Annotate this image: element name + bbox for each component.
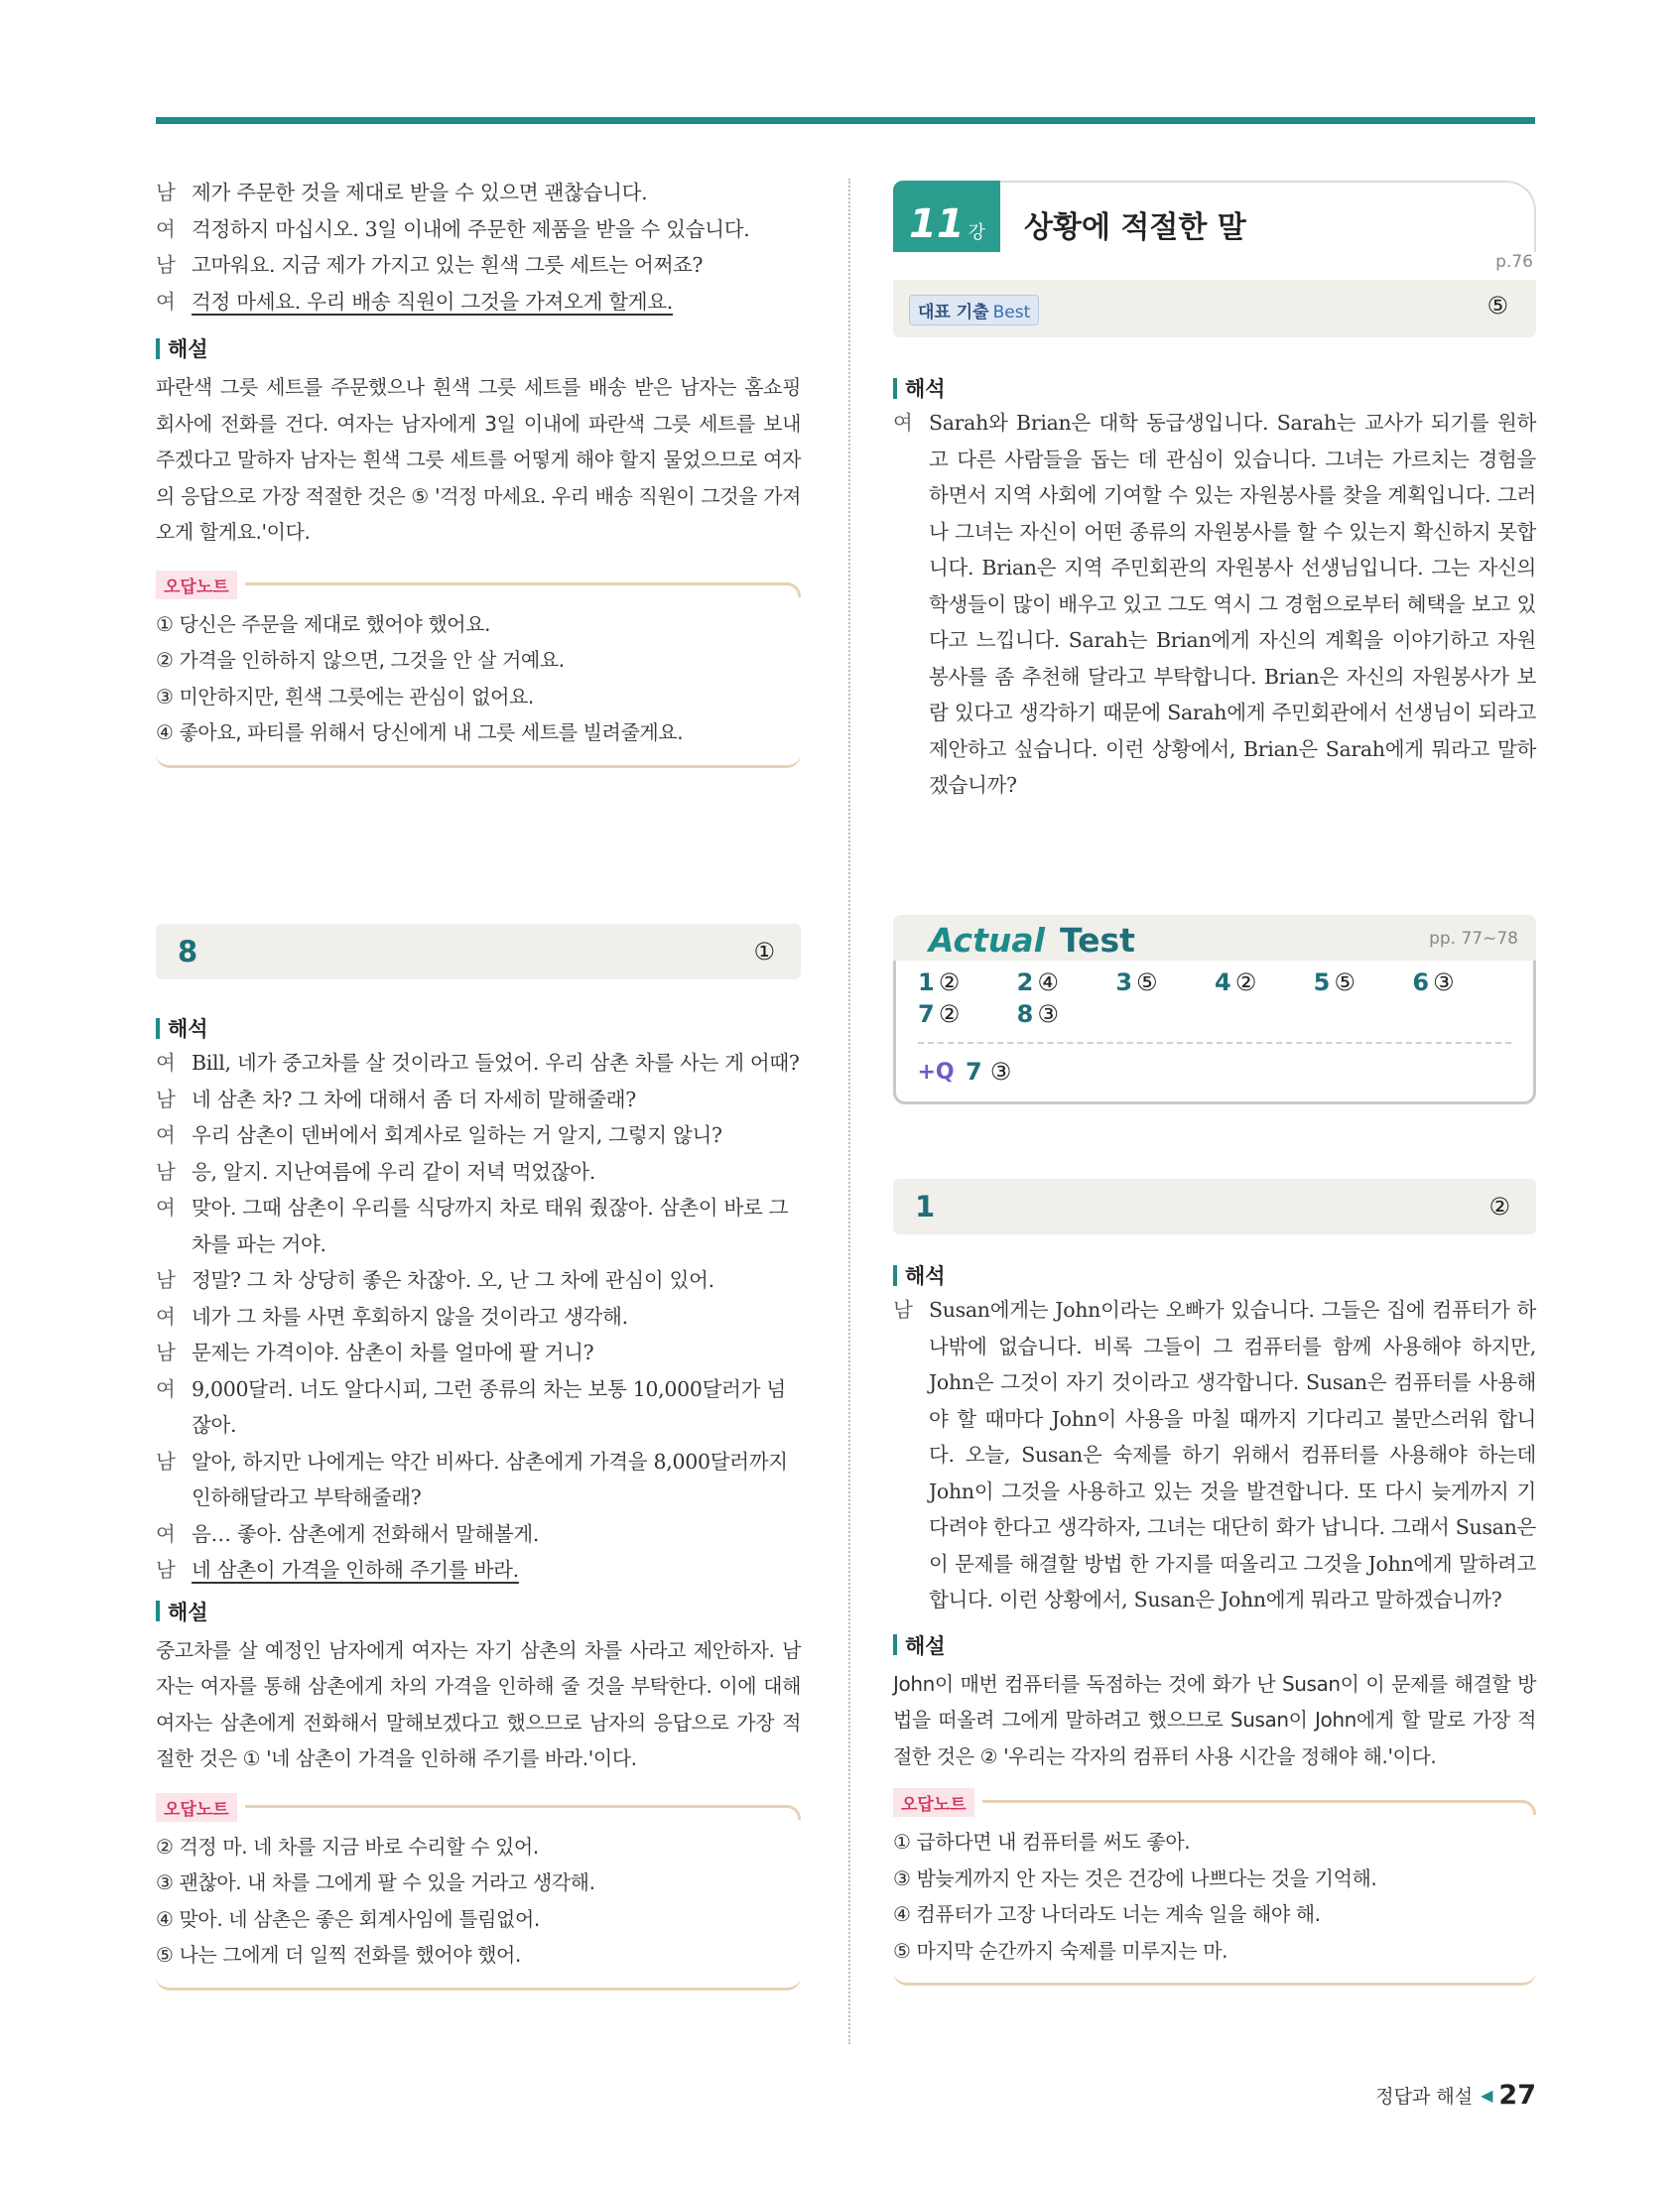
speaker-label: 여 bbox=[156, 1521, 176, 1546]
speaker-label: 여 bbox=[156, 1196, 176, 1220]
answer-cell: 5 ⑤ bbox=[1313, 968, 1356, 996]
note-tag: 오답노트 bbox=[156, 571, 237, 599]
speaker-label: 남 bbox=[156, 1449, 176, 1474]
explanation-text: 중고차를 살 예정인 남자에게 여자는 자기 삼촌의 차를 사라고 제안하자. 남자는 여자를 통해 삼촌에게 차의 가격을 인하해 줄 것을 부탁한다. 이에 대해 여자는 삼촌에게 전화해서 말해보겠다고 했으므로 남자의 응답으로 가장 적절한 것은 ① '네 삼촌이 가격을 인하해 주기를 바라.'이다. bbox=[156, 1637, 801, 1770]
note-item: ① 당신은 주문을 제대로 했어야 했어요. bbox=[156, 611, 491, 636]
speaker-label: 여 bbox=[156, 1051, 176, 1075]
dialog-text: Bill, 네가 중고차를 살 것이라고 들었어. 우리 삼촌 차를 사는 게 어때? bbox=[192, 1051, 800, 1075]
answer-sentence: 걱정 마세요. 우리 배송 직원이 그것을 가져오게 할게요. bbox=[192, 289, 674, 314]
translation-text: Sarah와 Brian은 대학 동급생입니다. Sarah는 교사가 되기를 원하고 다른 사람들을 돕는 데 관심이 있습니다. 그녀는 가르치는 경험을 하면서 지역 사회에 기여할 수 있는 자원봉사를 찾을 계획입니다. 그러나 그녀는 자신이 어떤 종류의 자원봉사를 할 수 있는지 확신하지 못합니다. Brian은 지역 주민회관의 자원봉사 선생님입니다. 그는 자신의 학생들이 많이 배우고 있고 그도 역시 그 경험으로부터 혜택을 보고 있다고 느낍니다. Sarah는 Brian에게 자신의 계획을 이야기하고 자원봉사를 좀 추천해 달라고 부탁합니다. Brian은 자신의 자원봉사가 보람 있다고 생각하기 때문에 Sarah에게 주민회관에서 선생님이 되라고 제안하고 싶습니다. 이런 상황에서, Brian은 Sarah에게 뭐라고 말하겠습니까? bbox=[929, 411, 1536, 797]
best-question-header bbox=[893, 280, 1536, 337]
column-divider bbox=[848, 179, 850, 2044]
dialog-line bbox=[156, 211, 801, 248]
actual-test-title-2: Test bbox=[1060, 921, 1135, 960]
speaker-label: 남 bbox=[156, 1159, 176, 1184]
note-item: ⑤ 나는 그에게 더 일찍 전화를 했어야 했어. bbox=[156, 1943, 521, 1967]
dialog-text: 정말? 그 차 상당히 좋은 차잖아. 오, 난 그 차에 관심이 있어. bbox=[192, 1268, 714, 1292]
dialog-line bbox=[156, 1371, 801, 1444]
plus-q-icon: +Q bbox=[917, 1059, 955, 1085]
speaker-label: 여 bbox=[156, 1123, 176, 1147]
question-8 bbox=[156, 924, 801, 1991]
speaker-label: 여 bbox=[156, 1376, 176, 1401]
note-item: ① 급하다면 내 컴퓨터를 써도 좋아. bbox=[893, 1830, 1191, 1854]
answer-cell: 7 ② bbox=[918, 1000, 961, 1028]
translation-heading: 해석 bbox=[156, 1013, 801, 1043]
dialog-text: 9,000달러. 너도 알다시피, 그런 종류의 차는 보통 10,000달러가 넘잖아. bbox=[192, 1376, 786, 1437]
speaker-label: 남 bbox=[156, 181, 176, 204]
actual-test-title: Actual bbox=[929, 921, 1045, 960]
wrong-answer-note bbox=[156, 577, 801, 768]
answer-mark: ⑤ bbox=[1486, 292, 1508, 320]
dialog-text: 맞아. 그때 삼촌이 우리를 식당까지 차로 태워 줬잖아. 삼촌이 바로 그 차를 파는 거야. bbox=[192, 1196, 789, 1256]
dialog-8 bbox=[156, 1045, 801, 1589]
page-footer bbox=[1375, 2080, 1536, 2111]
dialog-line bbox=[156, 247, 801, 284]
page-reference: p.76 bbox=[1495, 252, 1533, 272]
wrong-answer-note bbox=[893, 1795, 1536, 1986]
dialog-line bbox=[156, 1117, 801, 1154]
speaker-label: 남 bbox=[156, 1558, 176, 1582]
answer-grid bbox=[918, 968, 1511, 1028]
note-item: ⑤ 마지막 순간까지 숙제를 미루지는 마. bbox=[893, 1938, 1228, 1963]
answer-sentence: 네 삼촌이 가격을 인하해 주기를 바라. bbox=[192, 1558, 519, 1582]
dialog-line bbox=[156, 1299, 801, 1336]
best-chip: 대표 기출 Best bbox=[909, 295, 1039, 325]
answer-mark: ② bbox=[1488, 1193, 1510, 1221]
question-number: 1 bbox=[915, 1190, 936, 1223]
dialog-line bbox=[156, 1516, 801, 1553]
dialog-line bbox=[156, 284, 801, 321]
note-tag: 오답노트 bbox=[156, 1793, 237, 1822]
answer-cell: 8 ③ bbox=[1016, 1000, 1059, 1028]
speaker-label: 남 bbox=[156, 253, 176, 277]
dialog-line bbox=[156, 1444, 801, 1516]
lesson-header bbox=[893, 181, 1536, 252]
dialog-text: 네 삼촌 차? 그 차에 대해서 좀 더 자세히 말해줄래? bbox=[192, 1087, 636, 1111]
answer-mark: ① bbox=[753, 938, 775, 965]
dialog-line bbox=[156, 175, 801, 211]
translation-heading: 해석 bbox=[893, 1260, 1536, 1290]
note-item: ② 가격을 인하하지 않으면, 그것을 안 살 거예요. bbox=[156, 648, 565, 672]
lesson-badge: 11 강 bbox=[893, 181, 1000, 252]
actual-test-box bbox=[893, 915, 1536, 1104]
translation-heading: 해석 bbox=[893, 373, 1536, 403]
note-item: ② 걱정 마. 네 차를 지금 바로 수리할 수 있어. bbox=[156, 1834, 539, 1859]
left-column bbox=[156, 175, 801, 768]
answer-cell: 3 ⑤ bbox=[1115, 968, 1158, 996]
dialog-line bbox=[156, 1154, 801, 1191]
dialog-text bbox=[192, 1552, 801, 1589]
page-number: 27 bbox=[1498, 2080, 1536, 2111]
speaker-label: 남 bbox=[156, 1341, 176, 1364]
footer-label: 정답과 해설 bbox=[1375, 2086, 1474, 2108]
top-rule bbox=[156, 117, 1535, 124]
answer-cell: 2 ④ bbox=[1016, 968, 1059, 996]
dialog-line bbox=[156, 1190, 801, 1262]
note-item: ④ 컴퓨터가 고장 나더라도 너는 계속 일을 해야 해. bbox=[893, 1902, 1321, 1926]
dialog-text: 문제는 가격이야. 삼촌이 차를 얼마에 팔 거니? bbox=[192, 1341, 594, 1364]
dialog-text: 우리 삼촌이 덴버에서 회계사로 일하는 거 알지, 그렇지 않니? bbox=[192, 1123, 722, 1147]
speaker-label: 여 bbox=[156, 289, 176, 314]
actual-test-header bbox=[893, 915, 1536, 961]
plus-q-answer: +Q 7 ③ bbox=[917, 1058, 1012, 1086]
explanation-text: John이 매번 컴퓨터를 독점하는 것에 화가 난 Susan이 이 문제를 해결할 방법을 떠올려 그에게 말하려고 했으므로 Susan이 John에게 할 말로 가장 적절한 것은 ② '우리는 각자의 컴퓨터 사용 시간을 정해야 해.'이다. bbox=[893, 1671, 1536, 1768]
dialog-text: 걱정하지 마십시오. 3일 이내에 주문한 제품을 받을 수 있습니다. bbox=[192, 216, 750, 241]
dialog-text: 음… 좋아. 삼촌에게 전화해서 말해볼게. bbox=[192, 1521, 540, 1546]
note-tag: 오답노트 bbox=[893, 1788, 974, 1817]
explanation-heading: 해설 bbox=[893, 1630, 1536, 1660]
explanation-text: 파란색 그릇 세트를 주문했으나 흰색 그릇 세트를 배송 받은 남자는 홈쇼핑 회사에 전화를 건다. 여자는 남자에게 3일 이내에 파란색 그릇 세트를 보내 주겠다고 말하자 남자는 흰색 그릇 세트를 어떻게 해야 할지 물었으므로 여자의 응답으로 가장 적절한 것은 ⑤ '걱정 마세요. 우리 배송 직원이 그것을 가져오게 할게요.'이다. bbox=[156, 375, 801, 544]
dialog-line bbox=[156, 1045, 801, 1082]
dialog-text: 고마워요. 지금 제가 가지고 있는 흰색 그릇 세트는 어쩌죠? bbox=[192, 253, 704, 277]
speaker-label: 여 bbox=[156, 216, 176, 241]
question-8-header bbox=[156, 924, 801, 979]
triangle-left-icon: ◀ bbox=[1481, 2086, 1493, 2105]
explanation-heading: 해설 bbox=[156, 1597, 801, 1626]
speaker-label: 여 bbox=[156, 1304, 176, 1329]
dialog-line bbox=[156, 1082, 801, 1118]
dialog-text: 응, 알지. 지난여름에 우리 같이 저녁 먹었잖아. bbox=[192, 1159, 596, 1184]
note-item: ④ 맞아. 네 삼촌은 좋은 회계사임에 틀림없어. bbox=[156, 1906, 540, 1931]
answer-cell: 4 ② bbox=[1214, 968, 1257, 996]
speaker-label: 여 bbox=[893, 411, 913, 435]
answer-cell: 1 ② bbox=[918, 968, 961, 996]
dialog-text: 네가 그 차를 사면 후회하지 않을 것이라고 생각해. bbox=[192, 1304, 628, 1329]
question-number: 8 bbox=[178, 935, 198, 968]
best-translation bbox=[893, 373, 1536, 804]
translation-text: Susan에게는 John이라는 오빠가 있습니다. 그들은 집에 컴퓨터가 하나밖에 없습니다. 비록 그들이 그 컴퓨터를 함께 사용해야 하지만, John은 그것이 자기 것이라고 생각합니다. Susan은 컴퓨터를 사용해야 할 때마다 John이 사용을 마칠 때까지 기다리고 불만스러워 합니다. 오늘, Susan은 숙제를 하기 위해서 컴퓨터를 사용해야 하는데 John이 그것을 사용하고 있는 것을 발견합니다. 또 다시 늦게까지 기다려야 한다고 생각하자, 그녀는 대단히 화가 납니다. 그래서 Susan은 이 문제를 해결할 방법 한 가지를 떠올리고 그것을 John에게 말하려고 합니다. 이런 상황에서, Susan은 John에게 뭐라고 말하겠습니까? bbox=[929, 1298, 1536, 1611]
answer-cell: 6 ③ bbox=[1412, 968, 1455, 996]
wrong-answer-note bbox=[156, 1799, 801, 1991]
note-item: ③ 밤늦게까지 안 자는 것은 건강에 나쁘다는 것을 기억해. bbox=[893, 1866, 1377, 1890]
note-item: ④ 좋아요, 파티를 위해서 당신에게 내 그릇 세트를 빌려줄게요. bbox=[156, 720, 684, 744]
dialog-text: 제가 주문한 것을 제대로 받을 수 있으면 괜찮습니다. bbox=[192, 181, 648, 204]
page-reference: pp. 77~78 bbox=[1429, 929, 1518, 949]
dialog-line bbox=[156, 1262, 801, 1299]
speaker-label: 남 bbox=[156, 1268, 176, 1292]
dialog-line bbox=[156, 1552, 801, 1589]
note-item: ③ 미안하지만, 흰색 그릇에는 관심이 없어요. bbox=[156, 684, 534, 708]
dialog-text bbox=[192, 284, 801, 321]
explanation-heading: 해설 bbox=[156, 333, 801, 363]
dialog-line bbox=[156, 1335, 801, 1371]
question-1-header bbox=[893, 1179, 1536, 1234]
dialog-text: 알아, 하지만 나에게는 약간 비싸다. 삼촌에게 가격을 8,000달러까지 인하해달라고 부탁해줄래? bbox=[192, 1449, 788, 1509]
speaker-label: 남 bbox=[156, 1087, 176, 1111]
dialog-continued bbox=[156, 175, 801, 320]
speaker-label: 남 bbox=[893, 1298, 913, 1322]
question-1 bbox=[893, 1179, 1536, 1986]
lesson-title: 상황에 적절한 말 bbox=[1024, 210, 1246, 245]
note-item: ③ 괜찮아. 내 차를 그에게 팔 수 있을 거라고 생각해. bbox=[156, 1870, 595, 1894]
